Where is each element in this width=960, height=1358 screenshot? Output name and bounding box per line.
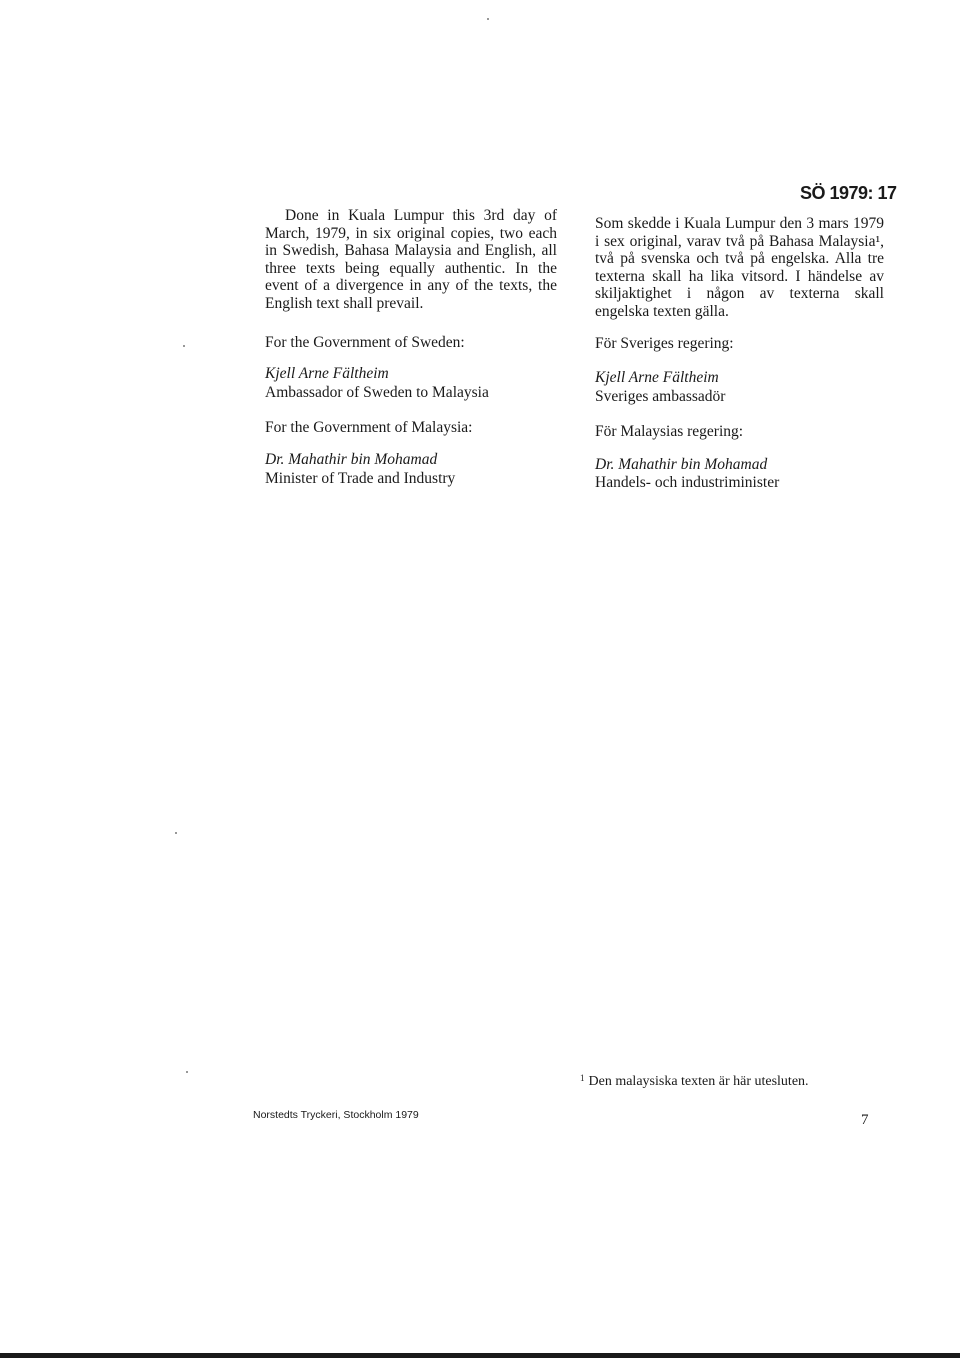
scan-bottom-edge	[0, 1353, 960, 1358]
swedish-gov-sweden-label: För Sveriges regering:	[595, 335, 734, 352]
swedish-closing-paragraph: Som skedde i Kuala Lumpur den 3 mars 1979 i sex original, varav två på Bahasa Malaysia¹, två på svenska och två på engelska. Alla tre texterna skall ha lika vitsord. I händelse av skiljaktighet i någon av texterna skall engelska texten gälla.	[595, 215, 884, 320]
english-malaysia-signatory-title: Minister of Trade and Industry	[265, 470, 456, 487]
swedish-gov-malaysia-label: För Malaysias regering:	[595, 423, 744, 440]
swedish-sweden-signatory-name: Kjell Arne Fältheim	[595, 369, 719, 386]
english-malaysia-signatory-name: Dr. Mahathir bin Mohamad	[265, 451, 438, 468]
swedish-malaysia-signatory-title: Handels- och industriminister	[595, 474, 780, 491]
footnote	[580, 1073, 809, 1090]
english-gov-malaysia-label: For the Government of Malaysia:	[265, 419, 473, 436]
footnote-marker: 1	[580, 1073, 585, 1083]
english-sweden-signatory-title: Ambassador of Sweden to Malaysia	[265, 384, 489, 401]
scan-speck	[186, 1071, 188, 1073]
scan-speck	[175, 832, 177, 834]
english-closing-paragraph: Done in Kuala Lumpur this 3rd day of March, 1979, in six original copies, two each in Swedish, Bahasa Malaysia and English, all three texts being equally authentic. In the event of a divergence in any of the texts, the English text shall prevail.	[265, 207, 557, 312]
page-number: 7	[861, 1112, 869, 1128]
scan-speck	[487, 18, 489, 20]
footnote-text: Den malaysiska texten är här utesluten.	[588, 1074, 809, 1089]
english-sweden-signatory-name: Kjell Arne Fältheim	[265, 365, 389, 382]
scan-speck	[183, 345, 185, 347]
printer-line: Norstedts Tryckeri, Stockholm 1979	[253, 1109, 419, 1121]
document-number: SÖ 1979: 17	[800, 183, 897, 203]
swedish-malaysia-signatory-name: Dr. Mahathir bin Mohamad	[595, 456, 768, 473]
english-gov-sweden-label: For the Government of Sweden:	[265, 334, 465, 351]
swedish-sweden-signatory-title: Sveriges ambassadör	[595, 388, 726, 405]
